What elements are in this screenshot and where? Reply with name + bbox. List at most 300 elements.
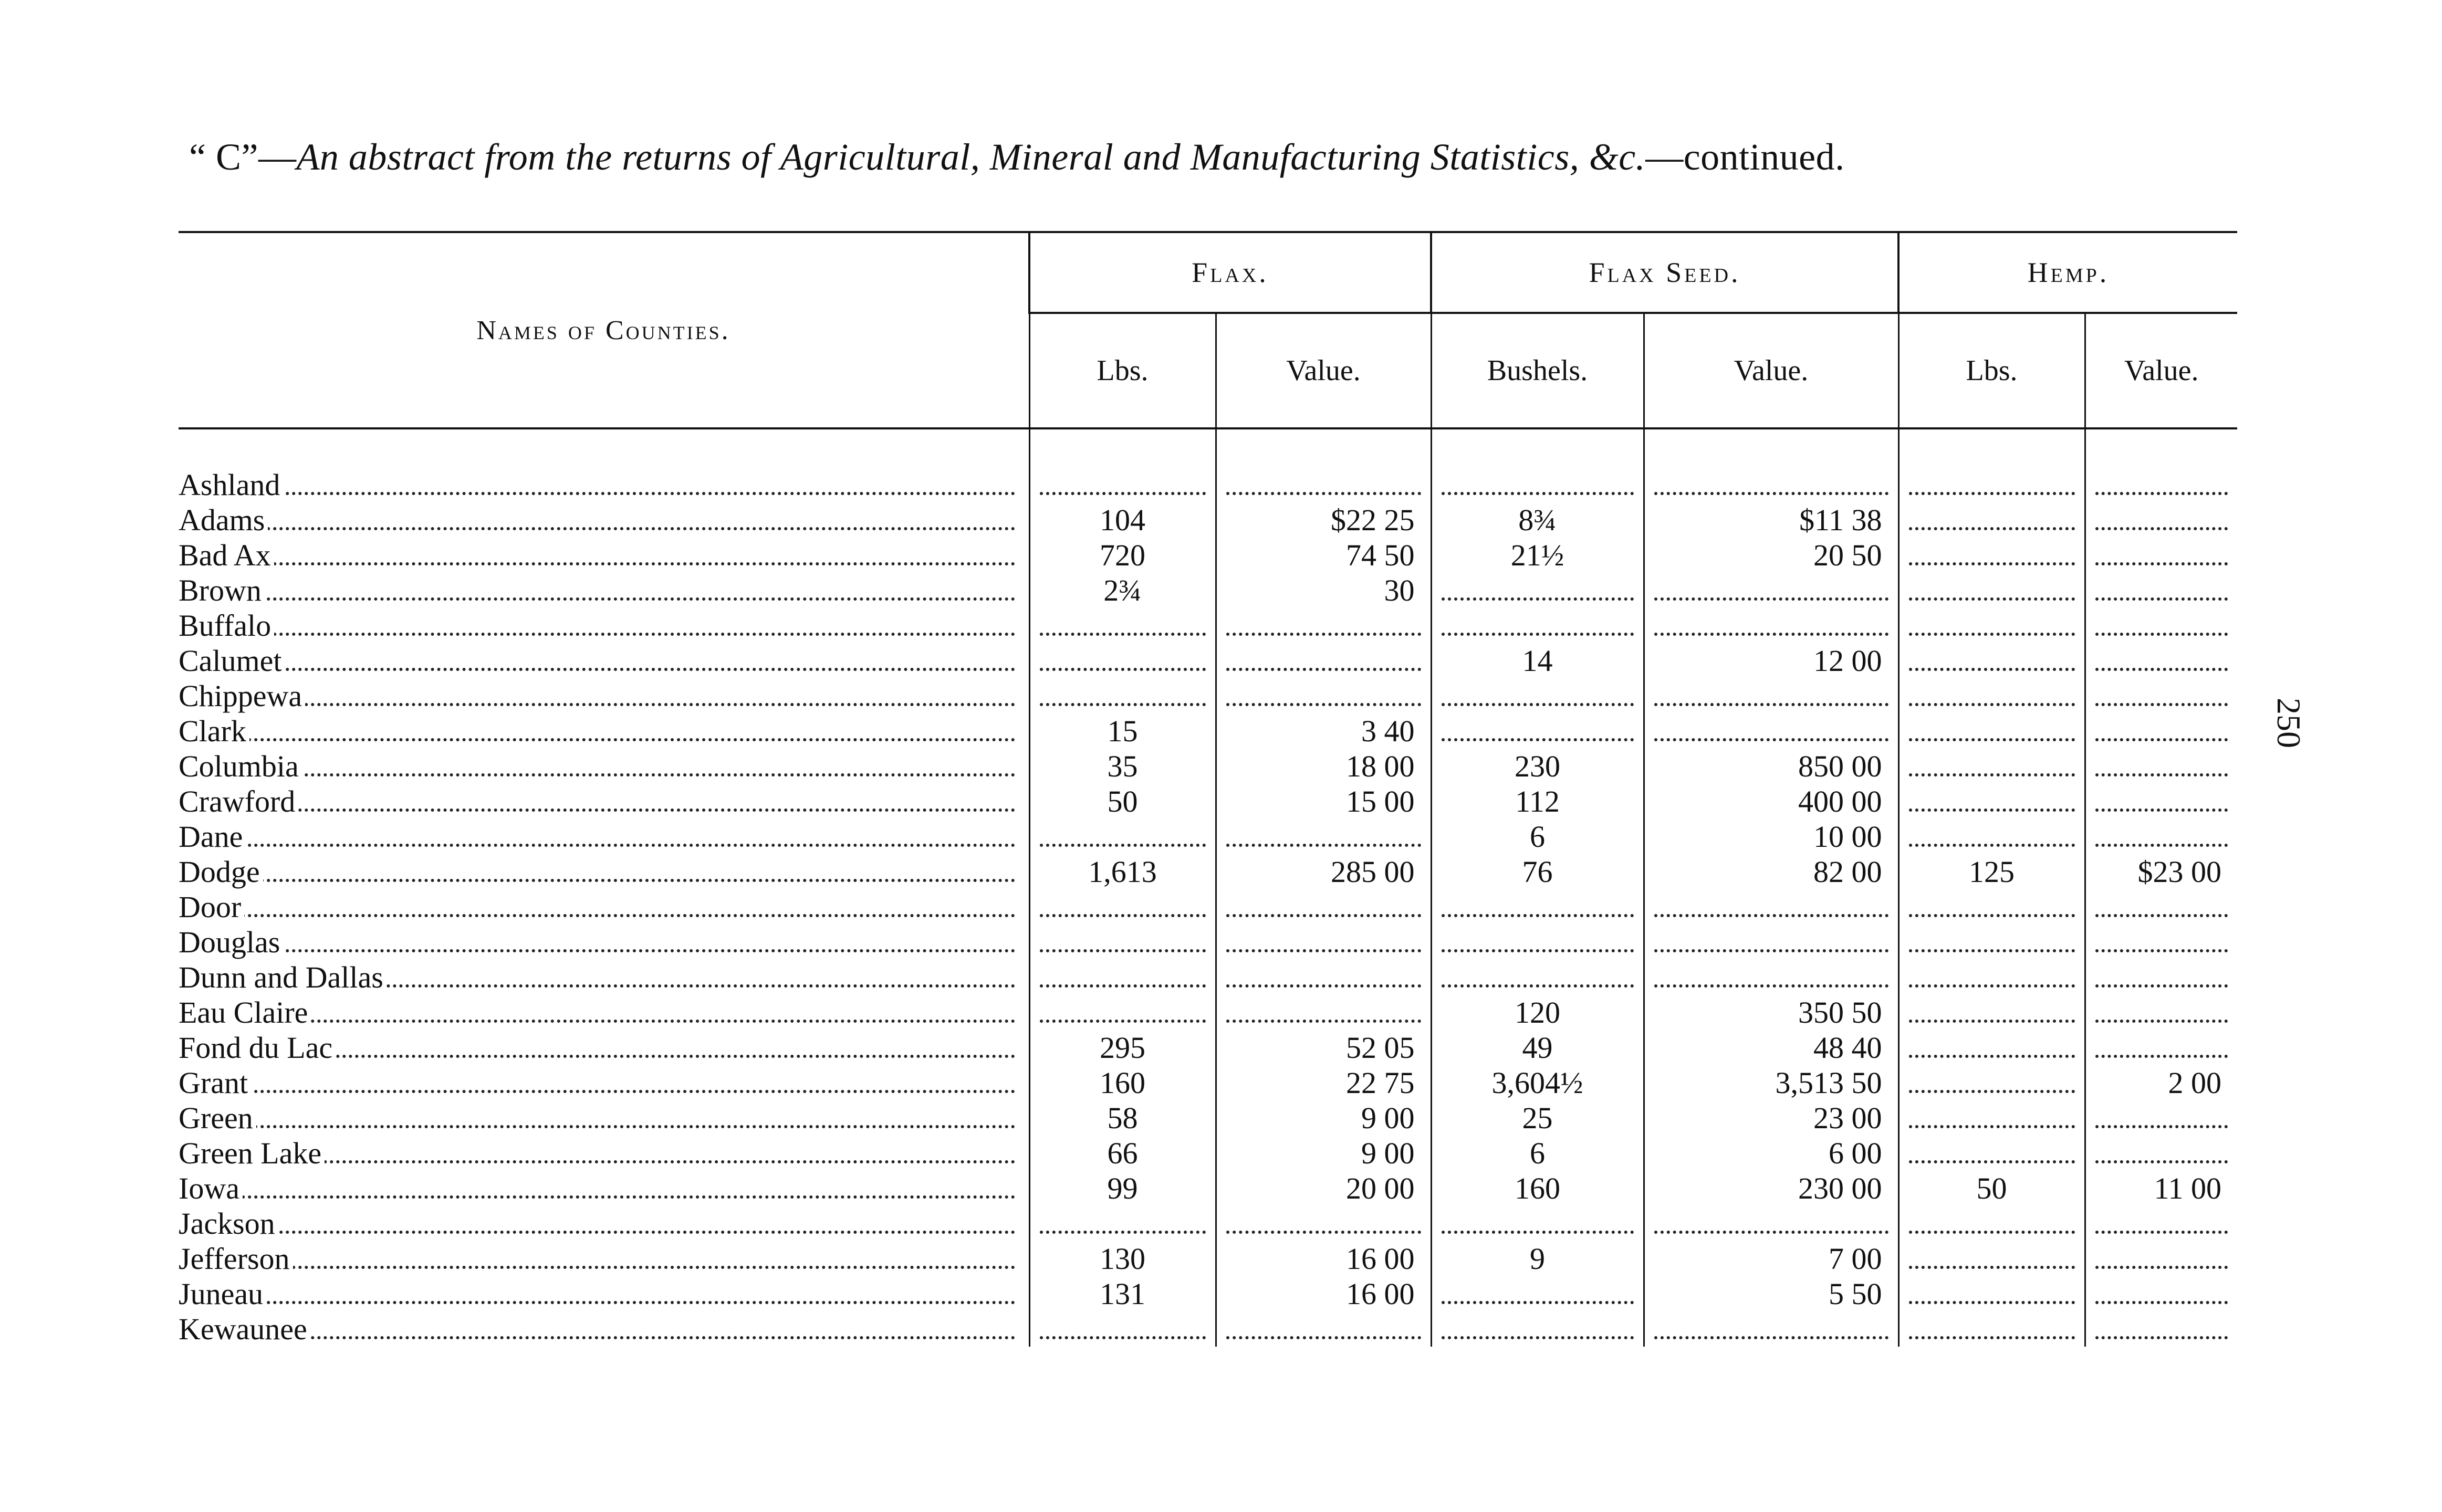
county-name: Chippewa [179, 679, 305, 713]
county-name: Ashland [179, 468, 283, 502]
empty-dot-leader [1654, 597, 1888, 601]
cell-flax-value [1216, 608, 1431, 643]
county-name-cell [179, 960, 1029, 995]
county-name-cell [179, 1206, 1029, 1241]
dot-leader [179, 668, 1015, 671]
cell-seed-value: 230 00 [1644, 1171, 1898, 1206]
cell-seed-value [1644, 889, 1898, 925]
county-name-cell [179, 502, 1029, 538]
dot-leader [179, 738, 1015, 741]
cell-hemp-value [2085, 1276, 2237, 1311]
cell-seed-bushels: 3,604½ [1431, 1065, 1644, 1100]
cell-flax-value: 22 75 [1216, 1065, 1431, 1100]
table-row [179, 1206, 2237, 1241]
cell-hemp-lbs [1898, 1136, 2085, 1171]
cell-flax-value: 18 00 [1216, 749, 1431, 784]
table-row [179, 1100, 2237, 1136]
title-suffix: —continued. [1645, 136, 1845, 178]
empty-dot-leader [1226, 703, 1421, 706]
cell-flax-lbs: 50 [1029, 784, 1216, 819]
empty-dot-leader [1654, 738, 1888, 741]
table-row [179, 1311, 2237, 1347]
cell-seed-bushels [1431, 1311, 1644, 1347]
cell-seed-bushels: 6 [1431, 1136, 1644, 1171]
cell-flax-lbs: 720 [1029, 538, 1216, 573]
cell-hemp-lbs [1898, 819, 2085, 854]
empty-dot-leader [1442, 949, 1634, 952]
county-name-cell [179, 889, 1029, 925]
cell-hemp-value [2085, 678, 2237, 713]
empty-dot-leader [1909, 1125, 2075, 1128]
empty-dot-leader [1226, 984, 1421, 988]
cell-flax-lbs: 66 [1029, 1136, 1216, 1171]
cell-flax-lbs: 15 [1029, 713, 1216, 749]
cell-hemp-value [2085, 960, 2237, 995]
county-name: Clark [179, 714, 249, 748]
cell-hemp-lbs [1898, 643, 2085, 678]
empty-dot-leader [1442, 738, 1634, 741]
cell-seed-bushels [1431, 713, 1644, 749]
cell-hemp-lbs [1898, 1065, 2085, 1100]
cell-hemp-lbs [1898, 889, 2085, 925]
header-seed-bushels: Bushels. [1431, 313, 1644, 428]
cell-seed-value: 10 00 [1644, 819, 1898, 854]
dot-leader [179, 597, 1015, 601]
table-row [179, 819, 2237, 854]
county-name-cell [179, 678, 1029, 713]
empty-dot-leader [1909, 1266, 2075, 1269]
dot-leader [179, 633, 1015, 636]
dot-leader [179, 879, 1015, 882]
empty-dot-leader [2095, 633, 2228, 636]
empty-dot-leader [1040, 984, 1206, 988]
table-row [179, 1276, 2237, 1311]
dot-leader [179, 527, 1015, 530]
table-row [179, 643, 2237, 678]
empty-dot-leader [1909, 633, 2075, 636]
cell-seed-bushels: 8¾ [1431, 502, 1644, 538]
empty-dot-leader [1654, 949, 1888, 952]
empty-dot-leader [1654, 984, 1888, 988]
empty-dot-leader [2095, 1160, 2228, 1163]
cell-hemp-lbs [1898, 538, 2085, 573]
empty-dot-leader [1909, 1055, 2075, 1058]
empty-dot-leader [1226, 949, 1421, 952]
empty-dot-leader [1909, 668, 2075, 671]
cell-hemp-value [2085, 784, 2237, 819]
empty-dot-leader [1040, 668, 1206, 671]
empty-dot-leader [1442, 1231, 1634, 1234]
empty-dot-leader [1909, 1231, 2075, 1234]
county-name-cell [179, 1136, 1029, 1171]
cell-hemp-lbs [1898, 713, 2085, 749]
cell-hemp-value [2085, 1206, 2237, 1241]
cell-flax-lbs [1029, 995, 1216, 1030]
county-name: Iowa [179, 1171, 243, 1205]
cell-flax-lbs [1029, 960, 1216, 995]
cell-seed-value [1644, 467, 1898, 502]
empty-dot-leader [1909, 808, 2075, 812]
empty-dot-leader [1909, 914, 2075, 917]
table-row [179, 608, 2237, 643]
cell-seed-value: $11 38 [1644, 502, 1898, 538]
cell-flax-value: 3 40 [1216, 713, 1431, 749]
empty-dot-leader [2095, 773, 2228, 776]
header-hemp-lbs: Lbs. [1898, 313, 2085, 428]
table-row [179, 1241, 2237, 1276]
dot-leader [179, 1266, 1015, 1269]
cell-flax-lbs: 131 [1029, 1276, 1216, 1311]
cell-hemp-value [2085, 643, 2237, 678]
county-name: Door [179, 890, 244, 924]
empty-dot-leader [1654, 703, 1888, 706]
cell-flax-lbs [1029, 678, 1216, 713]
cell-flax-lbs: 99 [1029, 1171, 1216, 1206]
county-name: Adams [179, 503, 268, 537]
county-name-cell [179, 1241, 1029, 1276]
empty-dot-leader [2095, 808, 2228, 812]
empty-dot-leader [1040, 633, 1206, 636]
county-name-cell [179, 467, 1029, 502]
county-name-cell [179, 1065, 1029, 1100]
county-name: Bad Ax [179, 538, 274, 572]
cell-hemp-lbs [1898, 749, 2085, 784]
empty-dot-leader [1909, 1090, 2075, 1093]
empty-dot-leader [1226, 633, 1421, 636]
table-row [179, 889, 2237, 925]
table-row [179, 1030, 2237, 1065]
dot-leader [179, 1090, 1015, 1093]
cell-seed-bushels [1431, 925, 1644, 960]
county-name: Jackson [179, 1206, 278, 1241]
header-flax-seed: Flax Seed. [1431, 232, 1898, 313]
county-name: Dane [179, 820, 246, 854]
county-name: Crawford [179, 784, 298, 818]
cell-seed-value: 3,513 50 [1644, 1065, 1898, 1100]
empty-dot-leader [2095, 1266, 2228, 1269]
table-row [179, 749, 2237, 784]
cell-seed-value: 82 00 [1644, 854, 1898, 889]
empty-dot-leader [2095, 1055, 2228, 1058]
page-number: 250 [2270, 698, 2308, 748]
cell-seed-value: 48 40 [1644, 1030, 1898, 1065]
table-row [179, 1171, 2237, 1206]
statistics-table [179, 231, 2237, 1347]
empty-dot-leader [1909, 773, 2075, 776]
empty-dot-leader [2095, 562, 2228, 565]
cell-hemp-lbs [1898, 502, 2085, 538]
header-hemp-value: Value. [2085, 313, 2237, 428]
cell-flax-value [1216, 819, 1431, 854]
empty-dot-leader [1909, 597, 2075, 601]
empty-dot-leader [1654, 633, 1888, 636]
county-name: Jefferson [179, 1242, 293, 1276]
cell-seed-value [1644, 608, 1898, 643]
empty-dot-leader [1909, 1160, 2075, 1163]
cell-hemp-value [2085, 713, 2237, 749]
cell-hemp-lbs: 125 [1898, 854, 2085, 889]
cell-seed-value [1644, 1311, 1898, 1347]
cell-hemp-lbs [1898, 467, 2085, 502]
cell-seed-bushels [1431, 1206, 1644, 1241]
cell-flax-value [1216, 995, 1431, 1030]
cell-seed-value [1644, 925, 1898, 960]
cell-hemp-value [2085, 749, 2237, 784]
county-name-cell [179, 643, 1029, 678]
cell-hemp-value [2085, 573, 2237, 608]
empty-dot-leader [2095, 703, 2228, 706]
cell-seed-bushels [1431, 889, 1644, 925]
header-names-of-counties: Names of Counties. [179, 232, 1029, 428]
county-name: Dodge [179, 855, 263, 889]
cell-seed-bushels [1431, 573, 1644, 608]
empty-dot-leader [1040, 703, 1206, 706]
empty-dot-leader [1442, 633, 1634, 636]
cell-flax-value: 16 00 [1216, 1276, 1431, 1311]
empty-dot-leader [1226, 914, 1421, 917]
cell-flax-value [1216, 643, 1431, 678]
empty-dot-leader [2095, 949, 2228, 952]
cell-hemp-lbs [1898, 678, 2085, 713]
county-name-cell [179, 538, 1029, 573]
empty-dot-leader [1442, 597, 1634, 601]
empty-dot-leader [1909, 949, 2075, 952]
county-name: Juneau [179, 1277, 266, 1311]
county-name-cell [179, 749, 1029, 784]
empty-dot-leader [1654, 914, 1888, 917]
county-name: Eau Claire [179, 995, 311, 1030]
cell-flax-value [1216, 678, 1431, 713]
table-row [179, 678, 2237, 713]
cell-seed-bushels: 230 [1431, 749, 1644, 784]
county-name: Green Lake [179, 1136, 325, 1170]
cell-hemp-value [2085, 467, 2237, 502]
empty-dot-leader [2095, 492, 2228, 495]
cell-hemp-value: 2 00 [2085, 1065, 2237, 1100]
cell-seed-value: 7 00 [1644, 1241, 1898, 1276]
table-row [179, 960, 2237, 995]
county-name-cell [179, 819, 1029, 854]
cell-hemp-value [2085, 538, 2237, 573]
cell-hemp-lbs [1898, 1030, 2085, 1065]
cell-flax-lbs: 160 [1029, 1065, 1216, 1100]
dot-leader [179, 844, 1015, 847]
empty-dot-leader [1040, 1336, 1206, 1339]
empty-dot-leader [2095, 668, 2228, 671]
county-name-cell [179, 995, 1029, 1030]
county-name: Buffalo [179, 608, 274, 643]
cell-flax-lbs: 1,613 [1029, 854, 1216, 889]
empty-dot-leader [2095, 527, 2228, 530]
cell-flax-lbs [1029, 925, 1216, 960]
cell-seed-bushels [1431, 678, 1644, 713]
cell-flax-lbs: 35 [1029, 749, 1216, 784]
county-name: Dunn and Dallas [179, 960, 387, 994]
empty-dot-leader [2095, 597, 2228, 601]
dot-leader [179, 914, 1015, 917]
cell-seed-value: 350 50 [1644, 995, 1898, 1030]
empty-dot-leader [1226, 844, 1421, 847]
empty-dot-leader [1226, 668, 1421, 671]
county-name: Columbia [179, 749, 302, 783]
cell-seed-value [1644, 713, 1898, 749]
empty-dot-leader [2095, 738, 2228, 741]
county-name-cell [179, 925, 1029, 960]
empty-dot-leader [1040, 1231, 1206, 1234]
dot-leader [179, 1195, 1015, 1199]
cell-hemp-lbs [1898, 1241, 2085, 1276]
county-name: Kewaunee [179, 1312, 310, 1346]
cell-hemp-lbs [1898, 960, 2085, 995]
cell-seed-bushels: 6 [1431, 819, 1644, 854]
empty-dot-leader [1226, 492, 1421, 495]
title-prefix: “ C”— [189, 136, 297, 178]
dot-leader [179, 562, 1015, 565]
county-name-cell [179, 854, 1029, 889]
cell-seed-value: 6 00 [1644, 1136, 1898, 1171]
county-name-cell [179, 1030, 1029, 1065]
cell-seed-bushels: 112 [1431, 784, 1644, 819]
empty-dot-leader [1909, 844, 2075, 847]
cell-hemp-value [2085, 995, 2237, 1030]
cell-flax-value [1216, 889, 1431, 925]
cell-flax-lbs [1029, 1311, 1216, 1347]
empty-dot-leader [1442, 703, 1634, 706]
cell-flax-lbs: 104 [1029, 502, 1216, 538]
cell-flax-lbs [1029, 643, 1216, 678]
cell-seed-bushels [1431, 1276, 1644, 1311]
table-body [179, 428, 2237, 1347]
county-name-cell [179, 1311, 1029, 1347]
cell-hemp-value [2085, 608, 2237, 643]
table-row [179, 502, 2237, 538]
empty-dot-leader [1654, 492, 1888, 495]
county-name-cell [179, 608, 1029, 643]
cell-hemp-lbs [1898, 925, 2085, 960]
empty-dot-leader [1909, 703, 2075, 706]
cell-seed-bushels: 9 [1431, 1241, 1644, 1276]
page-title [189, 135, 2185, 179]
dot-leader [179, 1301, 1015, 1304]
cell-hemp-lbs [1898, 1206, 2085, 1241]
cell-hemp-lbs [1898, 1311, 2085, 1347]
cell-hemp-lbs [1898, 573, 2085, 608]
table-row [179, 1065, 2237, 1100]
cell-hemp-value [2085, 819, 2237, 854]
empty-dot-leader [2095, 1336, 2228, 1339]
cell-flax-value: 16 00 [1216, 1241, 1431, 1276]
cell-hemp-value [2085, 1030, 2237, 1065]
cell-hemp-value [2085, 502, 2237, 538]
cell-seed-value: 5 50 [1644, 1276, 1898, 1311]
county-name: Brown [179, 573, 265, 607]
empty-dot-leader [1654, 1231, 1888, 1234]
cell-hemp-value: $23 00 [2085, 854, 2237, 889]
empty-dot-leader [2095, 1020, 2228, 1023]
header-hemp: Hemp. [1898, 232, 2237, 313]
cell-flax-lbs [1029, 819, 1216, 854]
table-row [179, 467, 2237, 502]
cell-flax-value [1216, 467, 1431, 502]
county-name: Grant [179, 1066, 251, 1100]
cell-seed-value [1644, 678, 1898, 713]
dot-leader [179, 808, 1015, 812]
cell-seed-value [1644, 573, 1898, 608]
cell-hemp-lbs [1898, 1276, 2085, 1311]
cell-hemp-value [2085, 1311, 2237, 1347]
header-flax-value: Value. [1216, 313, 1431, 428]
cell-flax-lbs: 130 [1029, 1241, 1216, 1276]
cell-flax-value: 285 00 [1216, 854, 1431, 889]
cell-hemp-value [2085, 1100, 2237, 1136]
empty-dot-leader [2095, 914, 2228, 917]
empty-dot-leader [1040, 844, 1206, 847]
empty-dot-leader [2095, 1231, 2228, 1234]
table-row [179, 995, 2237, 1030]
cell-seed-bushels [1431, 960, 1644, 995]
empty-dot-leader [2095, 1301, 2228, 1304]
cell-flax-value: 15 00 [1216, 784, 1431, 819]
table-row [179, 573, 2237, 608]
empty-dot-leader [1442, 984, 1634, 988]
empty-dot-leader [2095, 984, 2228, 988]
cell-seed-value: 850 00 [1644, 749, 1898, 784]
table-row [179, 854, 2237, 889]
empty-dot-leader [1442, 1301, 1634, 1304]
county-name-cell [179, 1100, 1029, 1136]
county-name-cell [179, 713, 1029, 749]
cell-flax-value: 9 00 [1216, 1136, 1431, 1171]
title-italic: An abstract from the returns of Agricultural, Mineral and Manufacturing Statistics, &c. [296, 136, 1646, 178]
cell-hemp-lbs [1898, 608, 2085, 643]
cell-seed-bushels: 49 [1431, 1030, 1644, 1065]
cell-flax-value [1216, 925, 1431, 960]
county-name: Fond du Lac [179, 1031, 336, 1065]
table-row [179, 1136, 2237, 1171]
cell-seed-value: 400 00 [1644, 784, 1898, 819]
table-row [179, 925, 2237, 960]
cell-flax-value: 30 [1216, 573, 1431, 608]
cell-flax-value: 74 50 [1216, 538, 1431, 573]
cell-seed-value: 23 00 [1644, 1100, 1898, 1136]
cell-hemp-value [2085, 925, 2237, 960]
empty-dot-leader [1226, 1231, 1421, 1234]
empty-dot-leader [1040, 492, 1206, 495]
cell-seed-value: 12 00 [1644, 643, 1898, 678]
cell-flax-lbs [1029, 467, 1216, 502]
cell-hemp-lbs [1898, 1100, 2085, 1136]
county-name-cell [179, 784, 1029, 819]
cell-hemp-value [2085, 1241, 2237, 1276]
empty-dot-leader [1909, 492, 2075, 495]
empty-dot-leader [1909, 527, 2075, 530]
dot-leader [179, 492, 1015, 495]
cell-flax-lbs: 58 [1029, 1100, 1216, 1136]
empty-dot-leader [1040, 949, 1206, 952]
cell-flax-value [1216, 1206, 1431, 1241]
county-name-cell [179, 1171, 1029, 1206]
county-name: Douglas [179, 925, 283, 959]
cell-seed-value [1644, 960, 1898, 995]
empty-dot-leader [1040, 914, 1206, 917]
cell-hemp-value: 11 00 [2085, 1171, 2237, 1206]
county-name: Green [179, 1101, 256, 1135]
header-flax: Flax. [1029, 232, 1431, 313]
empty-dot-leader [1909, 1336, 2075, 1339]
cell-flax-lbs: 295 [1029, 1030, 1216, 1065]
cell-flax-value: $22 25 [1216, 502, 1431, 538]
empty-dot-leader [1442, 914, 1634, 917]
